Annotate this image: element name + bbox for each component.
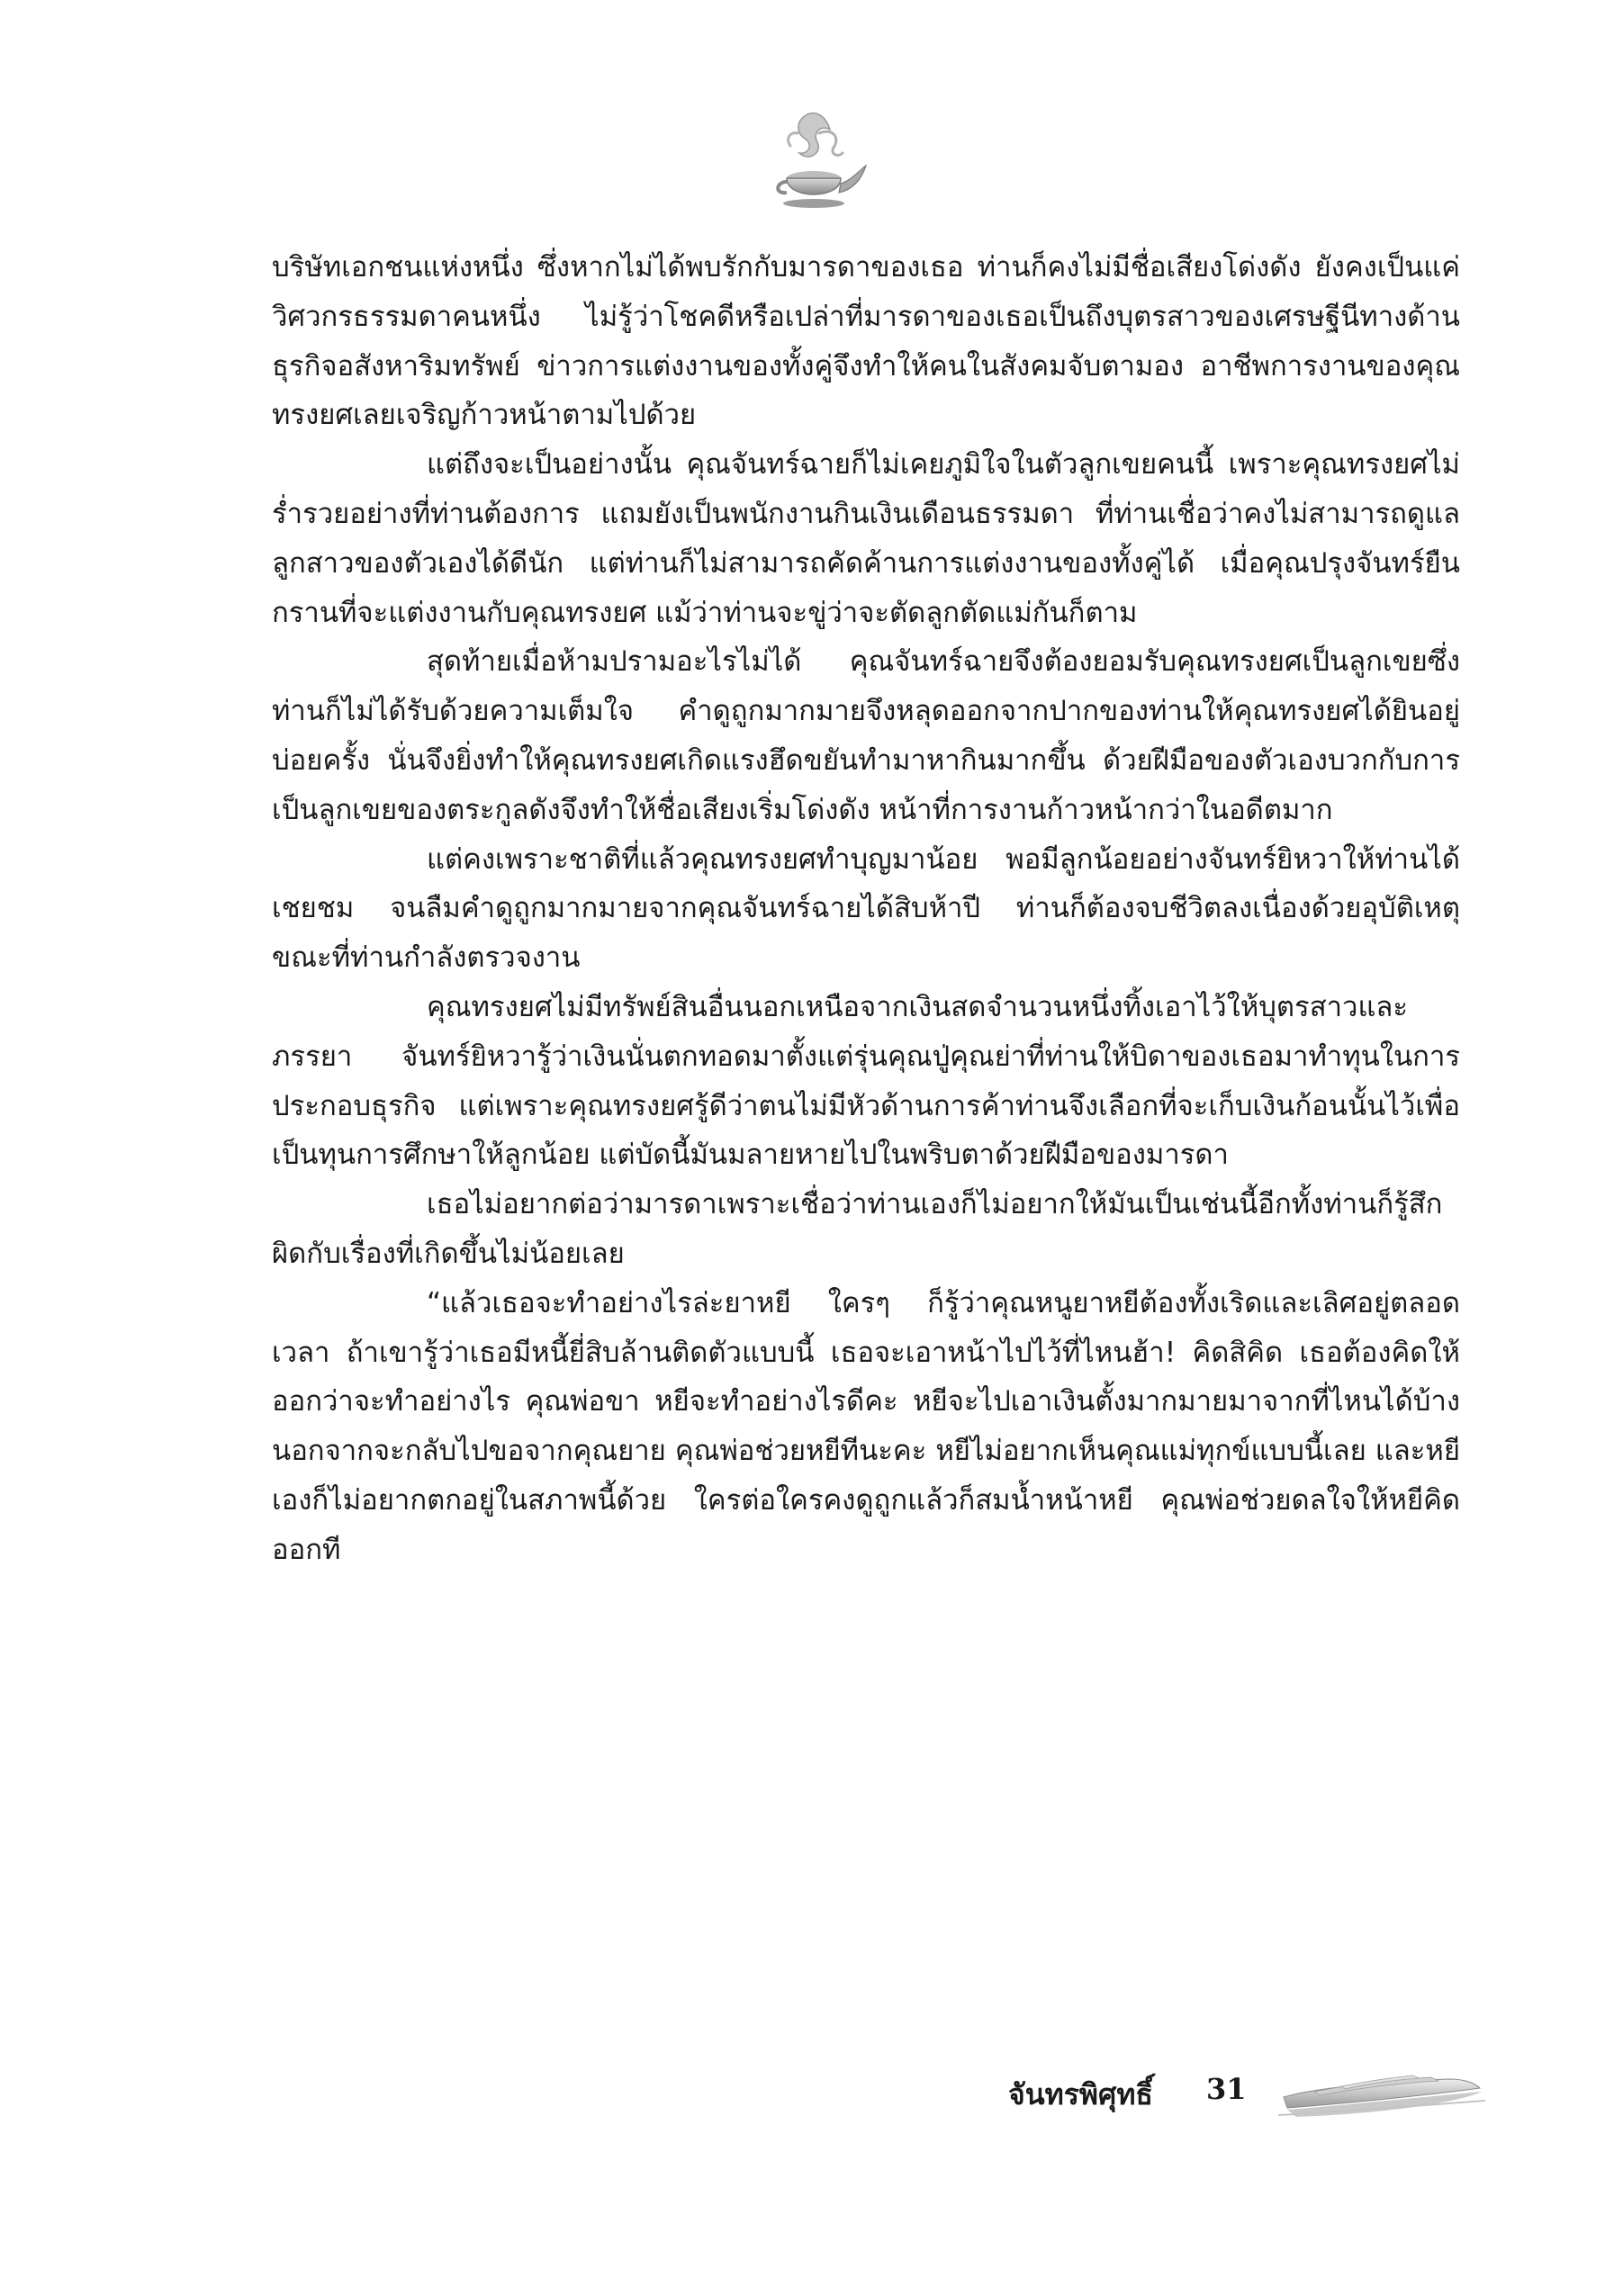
paragraph: แต่ถึงจะเป็นอย่างนั้น คุณจันทร์ฉายก็ไม่เคยภูมิใจในตัวลูกเขยคนนี้ เพราะคุณทรงยศไม่ร่ำรวยอย่างที่ท่านต้องการ แถมยังเป็นพนักงานกินเงินเดือนธรรมดา ที่ท่านเชื่อว่าคงไม่สามารถดูแลลูกสาวของตัวเองได้ดีนัก แต่ท่านก็ไม่สามารถคัดค้านการแต่งงานของทั้งคู่ได้ เมื่อคุณปรุงจันทร์ยืนกรานที่จะแต่งงานกับคุณทรงยศ แม้ว่าท่านจะขู่ว่าจะตัดลูกตัดแม่กันก็ตาม bbox=[272, 448, 1460, 629]
running-book-title: จันทรพิศุทธิ์ bbox=[1008, 2077, 1153, 2111]
paragraph: แต่คงเพราะชาติที่แล้วคุณทรงยศทำบุญมาน้อย พอมีลูกน้อยอย่างจันทร์ยิหวาให้ท่านได้เชยชม จนลืมคำดูถูกมากมายจากคุณจันทร์ฉายได้สิบห้าปี ท่านก็ต้องจบชีวิตลงเนื่องด้วยอุบัติเหตุขณะที่ท่านกำลังตรวจงาน bbox=[272, 842, 1460, 975]
teapot-ornament-icon bbox=[754, 106, 871, 223]
page-number: 31 bbox=[1206, 2072, 1247, 2106]
paragraph: “แล้วเธอจะทำอย่างไรล่ะยาหยี ใครๆ ก็รู้ว่าคุณหนูยาหยีต้องทั้งเริดและเลิศอยู่ตลอดเวลา ถ้าเขารู้ว่าเธอมีหนี้ยี่สิบล้านติดตัวแบบนี้ เธอจะเอาหน้าไปไว้ที่ไหนฮ้า! คิดสิคิด เธอต้องคิดให้ออกว่าจะทำอย่างไร คุณพ่อขา หยีจะทำอย่างไรดีคะ หยีจะไปเอาเงินตั้งมากมายมาจากที่ไหนได้บ้างนอกจากจะกลับไปขอจากคุณยาย คุณพ่อช่วยหยีทีนะคะ หยีไม่อยากเห็นคุณแม่ทุกข์แบบนี้เลย และหยีเองก็ไม่อยากตกอยู่ในสภาพนี้ด้วย ใครต่อใครคงดูถูกแล้วก็สมน้ำหน้าหยี คุณพ่อช่วยดลใจให้หยีคิดออกที bbox=[272, 1286, 1460, 1566]
paragraph: สุดท้ายเมื่อห้ามปรามอะไรไม่ได้ คุณจันทร์ฉายจึงต้องยอมรับคุณทรงยศเป็นลูกเขยซึ่งท่านก็ไม่ได้รับด้วยความเต็มใจ คำดูถูกมากมายจึงหลุดออกจากปากของท่านให้คุณทรงยศได้ยินอยู่บ่อยครั้ง นั่นจึงยิ่งทำให้คุณทรงยศเกิดแรงฮึดขยันทำมาหากินมากขึ้น ด้วยฝีมือของตัวเองบวกกับการเป็นลูกเขยของตระกูลดังจึงทำให้ชื่อเสียงเริ่มโด่งดัง หน้าที่การงานก้าวหน้ากว่าในอดีตมาก bbox=[272, 645, 1460, 826]
paragraph: คุณทรงยศไม่มีทรัพย์สินอื่นนอกเหนือจากเงินสดจำนวนหนึ่งทิ้งเอาไว้ให้บุตรสาวและภรรยา จันทร์ยิหวารู้ว่าเงินนั่นตกทอดมาตั้งแต่รุ่นคุณปู่คุณย่าที่ท่านให้บิดาของเธอมาทำทุนในการประกอบธุรกิจ แต่เพราะคุณทรงยศรู้ดีว่าตนไม่มีหัวด้านการค้าท่านจึงเลือกที่จะเก็บเงินก้อนนั้นไว้เพื่อเป็นทุนการศึกษาให้ลูกน้อย แต่บัดนี้มันมลายหายไปในพริบตาด้วยฝีมือของมารดา bbox=[272, 990, 1460, 1172]
paragraph: บริษัทเอกชนแห่งหนึ่ง ซึ่งหากไม่ได้พบรักกับมารดาของเธอ ท่านก็คงไม่มีชื่อเสียงโด่งดัง ยังคงเป็นแค่วิศวกรธรรมดาคนหนึ่ง ไม่รู้ว่าโชคดีหรือเปล่าที่มารดาของเธอเป็นถึงบุตรสาวของเศรษฐีนีทางด้านธุรกิจอสังหาริมทรัพย์ ข่าวการแต่งงานของทั้งคู่จึงทำให้คนในสังคมจับตามอง อาชีพการงานของคุณทรงยศเลยเจริญก้าวหน้าตามไปด้วย bbox=[272, 251, 1460, 432]
body-text bbox=[272, 243, 1460, 1575]
paragraph: เธอไม่อยากต่อว่ามารดาเพราะเชื่อว่าท่านเองก็ไม่อยากให้มันเป็นเช่นนี้อีกทั้งท่านก็รู้สึกผิดกับเรื่องที่เกิดขึ้นไม่น้อยเลย bbox=[272, 1188, 1443, 1270]
page-footer bbox=[1008, 2059, 1512, 2131]
cruise-ship-icon bbox=[1278, 2061, 1485, 2124]
